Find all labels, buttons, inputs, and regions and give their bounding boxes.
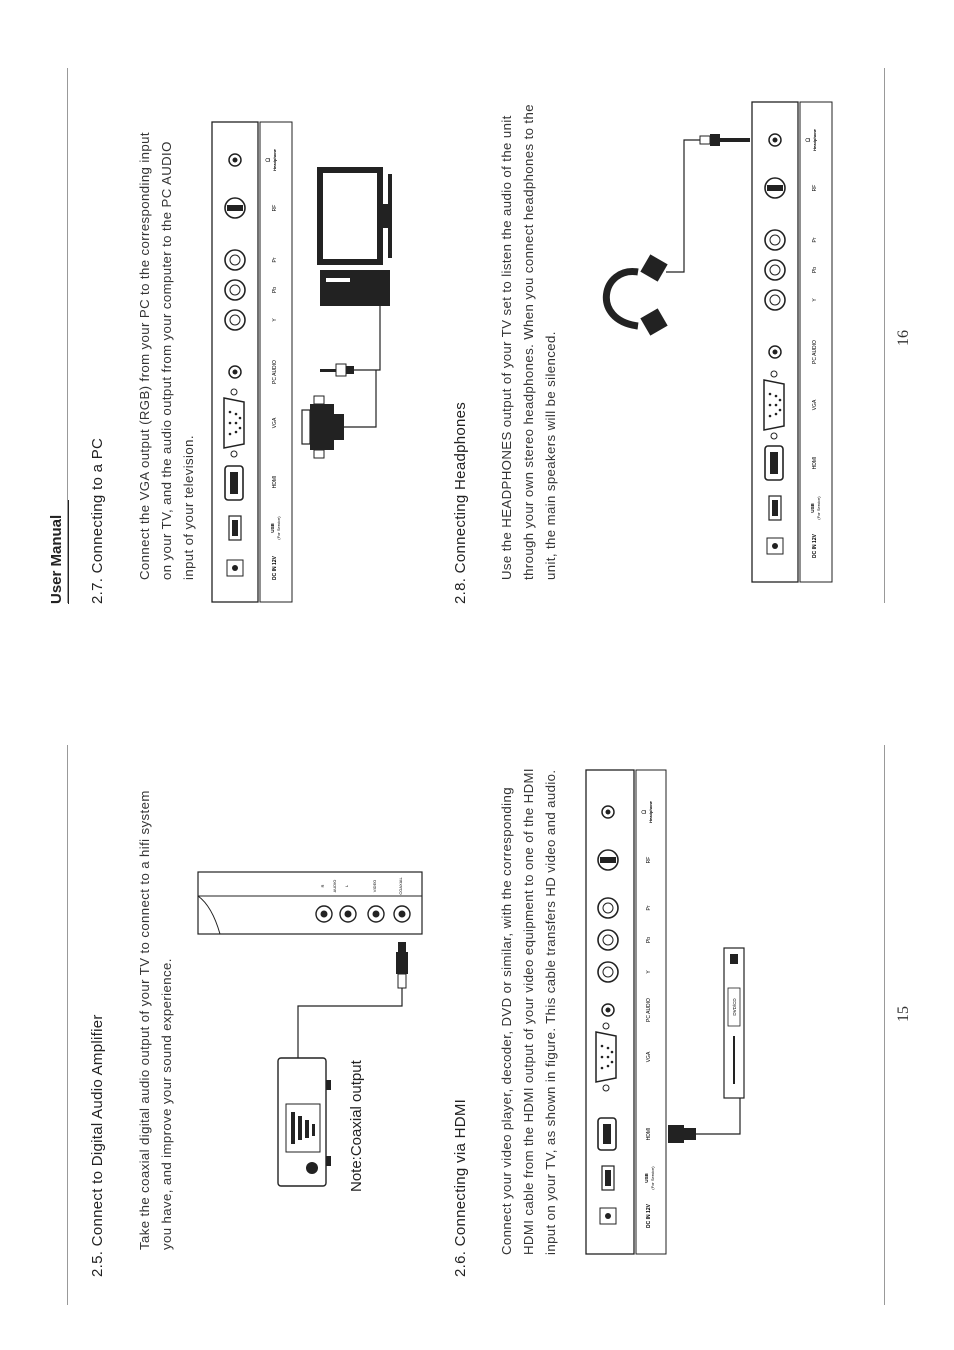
text-line: Connect your video player, decoder, DVD or similar, with the corresponding <box>499 787 514 1255</box>
left-page-rule <box>67 745 68 1305</box>
amplifier-device <box>278 1058 331 1186</box>
amp-jack-r <box>316 906 332 922</box>
left-page-rule-bottom <box>884 745 885 1305</box>
page-number-right: 16 <box>895 330 912 346</box>
audio-cable <box>354 300 380 370</box>
rf-port <box>765 178 785 198</box>
label-vga: VGA <box>812 399 818 411</box>
pc-tower <box>320 270 390 306</box>
text-line: on your TV, and the audio output from your computer to the PC AUDIO <box>159 141 174 580</box>
section-2-7-heading: 2.7. Connecting to a PC <box>89 437 106 604</box>
amp-jack-l <box>340 906 356 922</box>
label-usb: USB <box>810 503 815 513</box>
label-dc: DC IN 12V <box>646 1204 652 1228</box>
pb-port <box>765 260 785 280</box>
label-headphone-symbol: Ω <box>642 809 648 815</box>
amp-label-l: L <box>344 884 349 888</box>
amp-jack-video <box>368 906 384 922</box>
amp-label-r: R <box>320 884 325 888</box>
label-headphone-symbol: Ω <box>266 157 272 163</box>
label-pr: Pr <box>646 905 652 911</box>
label-vga: VGA <box>272 417 278 429</box>
pb-port <box>225 280 245 300</box>
pc-diagram <box>210 120 406 606</box>
label-dc: DC IN 12V <box>812 534 818 558</box>
label-pc-audio: PC AUDIO <box>646 998 652 1022</box>
text-line: Use the HEADPHONES output of your TV set to listen the audio of the unit <box>499 115 514 580</box>
header-title: User Manual <box>48 514 65 604</box>
pr-port <box>765 230 785 250</box>
dvd-label: DVD/CD <box>732 998 737 1016</box>
headphone-port <box>769 134 781 146</box>
label-pb: Pb <box>272 286 278 294</box>
amp-label-video: VIDEO <box>372 879 377 893</box>
label-pr: Pr <box>812 237 818 243</box>
amplifier-diagram <box>190 860 440 1200</box>
label-rf: RF <box>646 856 652 864</box>
headphones-icon <box>606 254 667 335</box>
label-pr: Pr <box>272 257 278 263</box>
text-line: through your own stereo headphones. When you connect headphones to the <box>521 104 536 580</box>
label-usb-note: (For Service) <box>816 496 821 520</box>
headphone-port <box>229 154 241 166</box>
label-rf: RF <box>272 204 278 212</box>
headphone-cable <box>666 140 700 272</box>
text-line: you have, and improve your sound experience. <box>159 958 174 1250</box>
coaxial-plug <box>396 942 408 988</box>
label-headphone: Headphone <box>812 129 817 151</box>
coaxial-cable <box>298 988 402 1058</box>
pc-audio-port <box>602 1004 614 1016</box>
section-2-8-text <box>496 104 562 580</box>
label-hdmi: HDMI <box>646 1127 652 1141</box>
label-headphone: Headphone <box>648 801 653 823</box>
y-port <box>225 310 245 330</box>
rf-port <box>598 850 618 870</box>
label-rf: RF <box>812 184 818 192</box>
tv-panel <box>752 102 832 582</box>
amp-label-audio: AUDIO <box>332 879 337 893</box>
y-port <box>765 290 785 310</box>
label-vga: VGA <box>646 1051 652 1063</box>
tv-panel <box>212 122 292 602</box>
headphone-plug <box>700 134 750 146</box>
pc-audio-port <box>769 346 781 358</box>
label-headphone-symbol: Ω <box>806 137 812 143</box>
audio-plug <box>320 364 354 376</box>
tv-panel <box>586 770 666 1254</box>
section-2-6-text <box>496 768 562 1255</box>
text-line: input of your television. <box>181 435 196 580</box>
text-line: HDMI cable from the HDMI output of your video equipment to one of the HDMI <box>521 768 536 1255</box>
section-2-8-heading: 2.8. Connecting Headphones <box>452 401 469 604</box>
label-dc: DC IN 12V <box>272 556 278 580</box>
text-line: unit, the main speakers will be silenced. <box>543 331 558 580</box>
header-underline <box>68 500 69 604</box>
pr-port <box>225 250 245 270</box>
label-hdmi: HDMI <box>812 456 818 470</box>
hdmi-diagram <box>584 768 840 1258</box>
label-usb-note: (For Service) <box>650 1166 655 1190</box>
section-2-7-text <box>134 132 200 580</box>
label-usb: USB <box>644 1173 649 1183</box>
section-2-5-heading: 2.5. Connect to Digital Audio Amplifier <box>89 1014 106 1277</box>
rf-port <box>225 198 245 218</box>
label-y: Y <box>646 970 652 974</box>
coaxial-note: Note:Coaxial output <box>348 1060 365 1192</box>
label-pb: Pb <box>646 936 652 944</box>
dvd-player <box>724 948 744 1098</box>
headphone-port <box>602 806 614 818</box>
label-pb: Pb <box>812 266 818 274</box>
text-line: Connect the VGA output (RGB) from your PC to the corresponding input <box>137 132 152 580</box>
vga-plug <box>302 396 344 458</box>
amp-label-coaxial: COAXIAL <box>398 877 403 895</box>
label-usb-note: (For Service) <box>276 516 281 540</box>
pr-port <box>598 898 618 918</box>
headphone-diagram <box>592 98 842 588</box>
right-page-rule-bottom <box>884 68 885 603</box>
page-number-left: 15 <box>895 1006 912 1022</box>
y-port <box>598 962 618 982</box>
label-headphone: Headphone <box>272 149 277 171</box>
label-hdmi: HDMI <box>272 475 278 489</box>
label-usb: USB <box>270 523 275 533</box>
section-2-5-text <box>134 790 178 1250</box>
pc-monitor <box>320 170 392 262</box>
label-y: Y <box>812 298 818 302</box>
label-y: Y <box>272 318 278 322</box>
amp-jack-coaxial <box>394 906 410 922</box>
section-2-6-heading: 2.6. Connecting via HDMI <box>452 1098 469 1277</box>
text-line: input on your TV, as shown in figure. This cable transfers HD video and audio. <box>543 769 558 1255</box>
pb-port <box>598 930 618 950</box>
hdmi-cable <box>696 1098 740 1134</box>
label-pc-audio: PC AUDIO <box>812 340 818 364</box>
text-line: Take the coaxial digital audio output of your TV to connect to a hifi system <box>137 790 152 1250</box>
label-pc-audio: PC AUDIO <box>272 360 278 384</box>
pc-audio-port <box>229 366 241 378</box>
vga-cable <box>344 370 376 427</box>
hdmi-plug <box>668 1125 696 1143</box>
amplifier-panel <box>198 872 422 934</box>
